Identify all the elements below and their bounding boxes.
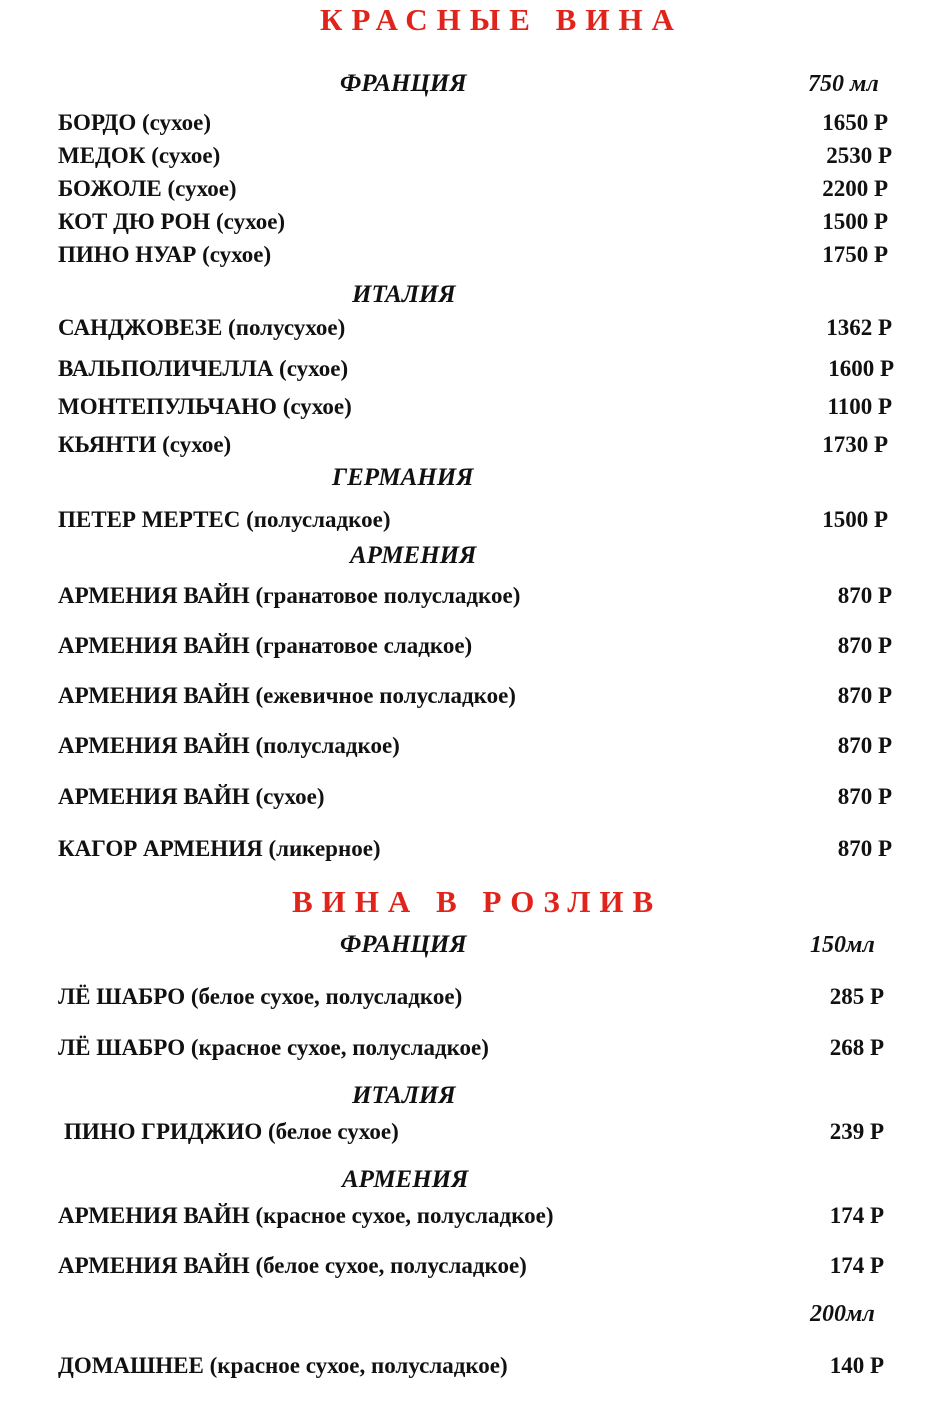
country-heading-italy: ИТАЛИЯ [352,1082,456,1109]
wine-item-name: АРМЕНИЯ ВАЙН (гранатовое полусладкое) [58,583,521,608]
wine-item-name: МОНТЕПУЛЬЧАНО (сухое) [58,394,352,419]
wine-item-name: МЕДОК (сухое) [58,143,221,168]
wine-item-price: 1730 Р [822,432,888,457]
section-title-red-wines: КРАСНЫЕ ВИНА [320,2,683,37]
country-heading-armenia: АРМЕНИЯ [350,542,477,569]
wine-item-name: АРМЕНИЯ ВАЙН (сухое) [58,784,325,809]
wine-item-price: 1362 Р [826,315,892,340]
section-title-by-glass: ВИНА В РОЗЛИВ [292,884,663,919]
country-heading-italy: ИТАЛИЯ [352,281,456,308]
wine-item-price: 1500 Р [822,507,888,532]
wine-item-price: 2200 Р [822,176,888,201]
wine-item-price: 285 Р [829,984,884,1009]
wine-item-price: 870 Р [837,733,892,758]
wine-item-name: ЛЁ ШАБРО (красное сухое, полусладкое) [58,1035,489,1060]
wine-item-name: ДОМАШНЕЕ (красное сухое, полусладкое) [58,1353,508,1378]
wine-item-name: АРМЕНИЯ ВАЙН (белое сухое, полусладкое) [58,1253,527,1278]
country-heading-france: ФРАНЦИЯ [340,70,467,97]
wine-item-price: 2530 Р [826,143,892,168]
wine-item-name: ВАЛЬПОЛИЧЕЛЛА (сухое) [58,356,349,381]
wine-item-price: 1650 Р [822,110,888,135]
wine-item-price: 870 Р [837,683,892,708]
wine-item-price: 1600 Р [828,356,894,381]
wine-item-price: 870 Р [837,836,892,861]
wine-item-name: БОЖОЛЕ (сухое) [58,176,237,201]
wine-item-price: 870 Р [837,784,892,809]
wine-item-name: КЬЯНТИ (сухое) [58,432,232,457]
wine-item-price: 174 Р [829,1203,884,1228]
wine-item-name: КОТ ДЮ РОН (сухое) [58,209,286,234]
wine-item-price: 140 Р [829,1353,884,1378]
wine-item-price: 870 Р [837,633,892,658]
country-heading-germany: ГЕРМАНИЯ [332,464,474,491]
volume-label: 750 мл [808,71,879,97]
wine-item-name: ПИНО ГРИДЖИО (белое сухое) [64,1119,399,1144]
wine-item-price: 268 Р [829,1035,884,1060]
country-heading-armenia: АРМЕНИЯ [342,1166,469,1193]
wine-item-name: ЛЁ ШАБРО (белое сухое, полусладкое) [58,984,463,1009]
wine-item-price: 1500 Р [822,209,888,234]
wine-item-name: ПЕТЕР МЕРТЕС (полусладкое) [58,507,391,532]
wine-item-name: ПИНО НУАР (сухое) [58,242,272,267]
wine-item-price: 174 Р [829,1253,884,1278]
country-heading-france: ФРАНЦИЯ [340,931,467,958]
wine-item-price: 1100 Р [827,394,892,419]
wine-item-name: АРМЕНИЯ ВАЙН (полусладкое) [58,733,400,758]
wine-item-name: САНДЖОВЕЗЕ (полусухое) [58,315,346,340]
wine-item-name: АРМЕНИЯ ВАЙН (красное сухое, полусладкое) [58,1203,554,1228]
wine-item-name: КАГОР АРМЕНИЯ (ликерное) [58,836,381,861]
volume-label: 200мл [810,1301,875,1327]
volume-label: 150мл [810,932,875,958]
wine-item-name: АРМЕНИЯ ВАЙН (гранатовое сладкое) [58,633,473,658]
wine-item-price: 870 Р [837,583,892,608]
wine-item-price: 239 Р [829,1119,884,1144]
wine-item-name: БОРДО (сухое) [58,110,212,135]
wine-item-name: АРМЕНИЯ ВАЙН (ежевичное полусладкое) [58,683,516,708]
wine-item-price: 1750 Р [822,242,888,267]
